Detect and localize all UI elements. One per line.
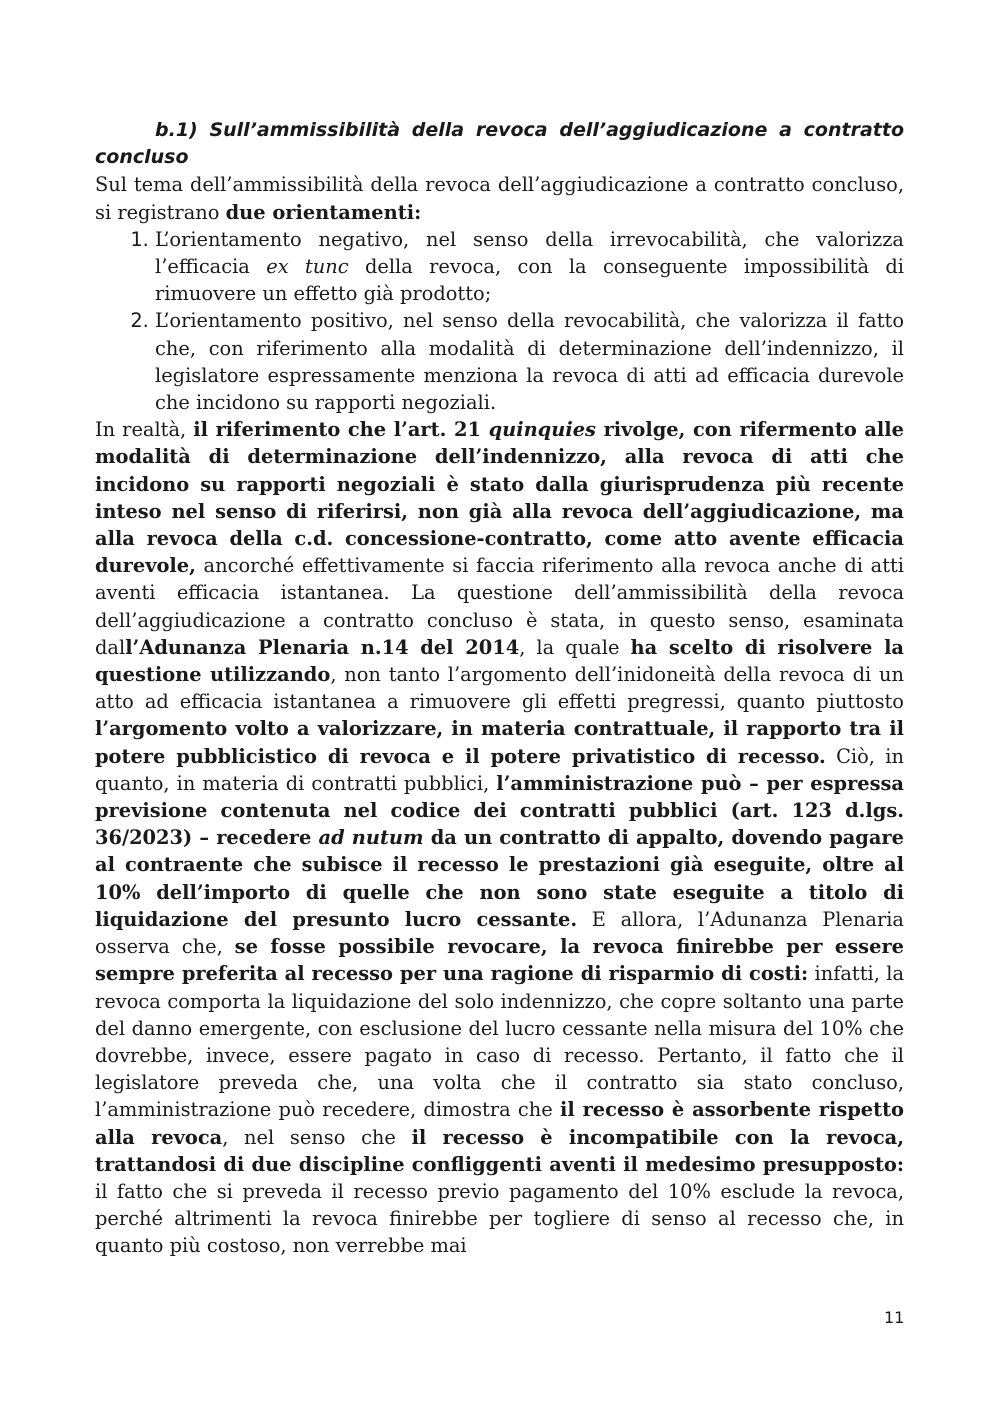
body-bold: se fosse possibile revocare, la revoca finirebbe per essere sempre preferita al recesso per una ragione di risparmio di costi: [95,935,904,986]
item1-italic: ex tunc [266,255,349,279]
body-bold: rivolge, con rifermento alle modalità di determinazione dell’indennizzo, alla revoca di atti che incidono su rapporti negoziali è stato dalla giurisprudenza più recente inteso nel senso di riferirsi, non già alla revoca dell’aggiudicazione, ma alla revoca della c.d. concessione-contratto, come atto avente efficacia durevole, [95,418,905,578]
body-bold: l’Adunanza Plenaria n.14 del 2014 [125,635,520,659]
item1-part2: della revoca, con la conseguente impossibilità di rimuovere un effetto già prodotto; [155,255,904,306]
body-text: Ciò, in quanto, in materia di contratti pubblici, [95,744,904,795]
list-item [155,307,904,416]
body-bold-italic: quinquies [488,418,596,442]
body-bold-italic: ad nutum [318,826,424,850]
item1-part1: L’orientamento negativo, nel senso della irrevocabilità, che valorizza l’efficacia [155,227,904,279]
intro-text: Sul tema dell’ammissibilità della revoca dell’aggiudicazione a contratto concluso, si registrano [95,173,904,224]
body-text: , nel senso che [222,1125,412,1149]
body-paragraph [95,416,904,1259]
body-bold: il recesso è incompatibile con la revoca, trattandosi di due discipline confliggenti aventi il medesimo presupposto: [95,1125,904,1176]
orientations-list [95,226,904,416]
body-text: , la quale [519,635,631,659]
document-page [95,117,904,1260]
body-bold: il recesso è assorbente rispetto alla revoca [95,1098,904,1149]
body-bold: il riferimento che l’art. 21 [193,418,489,442]
body-bold: da un contratto di appalto, dovendo pagare al contraente che subisce il recesso le prestazioni già eseguite, oltre al 10% dell’importo di quelle che non sono state eseguite a titolo di liquidazione del presunto lucro cessante. [95,826,904,931]
body-text: E allora, l’Adunanza Plenaria osserva che, [95,907,904,959]
page-number: 11 [884,1308,905,1327]
intro-paragraph [95,171,904,225]
list-item [155,226,904,308]
section-heading: b.1) Sull’ammissibilità della revoca dell’aggiudicazione a contratto concluso [95,119,904,169]
item2-text: L’orientamento positivo, nel senso della revocabilità, che valorizza il fatto che, con riferimento alla modalità di determinazione dell’indennizzo, il legislatore espressamente menziona la revoca di atti ad efficacia durevole che incidono su rapporti negoziali. [155,309,904,415]
body-bold: l’amministrazione può – per espressa previsione contenuta nel codice dei contratti pubblici (art. 123 d.lgs. 36/2023) – recedere [95,771,904,850]
body-bold: l’argomento volto a valorizzare, in materia contrattuale, il rapporto tra il potere pubblicistico di revoca e il potere privatistico di recesso. [95,717,904,768]
body-text: il fatto che si preveda il recesso previo pagamento del 10% esclude la revoca, perché altrimenti la revoca finirebbe per togliere di senso al recesso che, in quanto più costoso, non verrebbe mai [95,1179,904,1258]
body-text: ancorché effettivamente si faccia riferimento alla revoca anche di atti aventi efficacia istantanea. La questione dell’ammissibilità della revoca dell’aggiudicazione a contratto concluso è stata, in questo senso, esaminata dal [95,554,904,659]
intro-bold: due orientamenti: [225,200,422,224]
body-bold: ha scelto di risolvere la questione utilizzando [95,635,904,687]
body-text: infatti, la revoca comporta la liquidazione del solo indennizzo, che copre soltanto una parte del danno emergente, con esclusione del lucro cessante nella misura del 10% che dovrebbe, invece, essere pagato in caso di recesso. Pertanto, il fatto che il legislatore preveda che, una volta che il contratto sia stato concluso, l’amministrazione può recedere, dimostra che [95,962,905,1122]
body-text: , non tanto l’argomento dell’inidoneità della revoca di un atto ad efficacia istantanea a rimuovere gli effetti pregressi, quanto piuttosto [95,663,904,714]
body-text: In realtà, [95,418,194,442]
